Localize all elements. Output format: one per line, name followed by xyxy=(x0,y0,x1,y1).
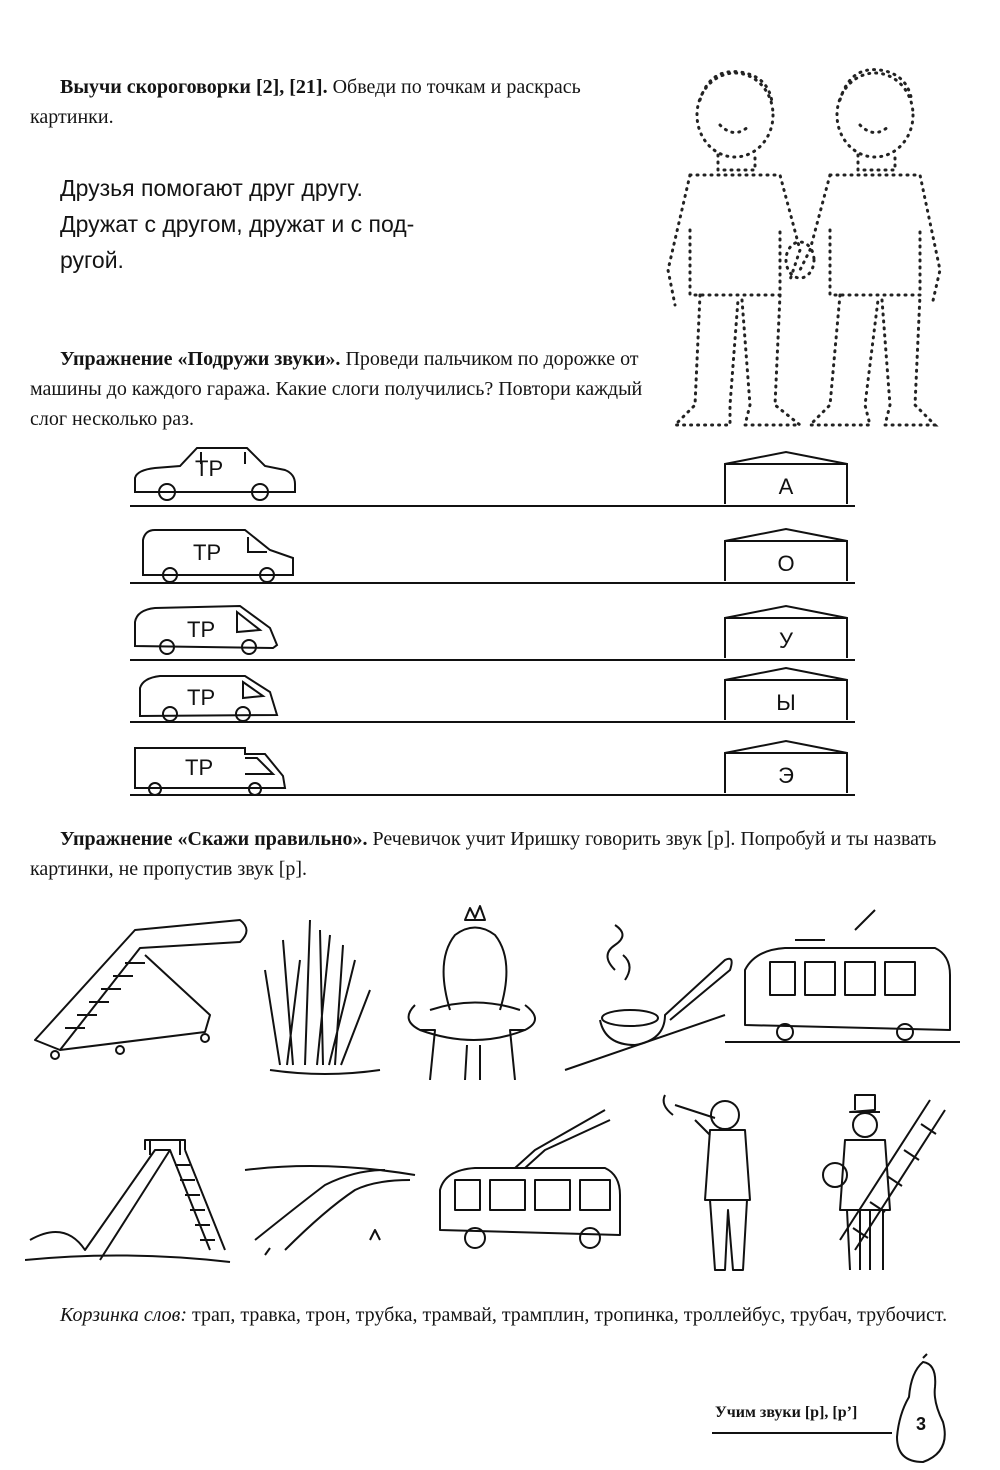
twister-line-1: Друзья помогают друг другу. xyxy=(60,175,363,201)
twister-instruction-bold: Выучи скороговорки [2], [21]. xyxy=(60,76,328,98)
twister-line-2: Дружат с другом, дружат и с под- xyxy=(60,211,415,237)
exercise1-text: Проведи пальчиком по дорожке от машины до каждого гаража. Какие слоги получились? Повтори каждый слог несколько раз. xyxy=(30,348,643,430)
garage-letter-4: Ы xyxy=(776,690,796,715)
vehicle-label-2: ТР xyxy=(193,540,222,565)
tram-picture xyxy=(725,910,960,1042)
exercise2-text: Речевичок учит Иришку говорить звук [р]. Попробуй и ты назвать картинки, не пропустив звук [р]. xyxy=(30,828,937,880)
airstair-picture xyxy=(35,920,247,1059)
pipe-picture xyxy=(565,925,732,1070)
vehicle-label-3: ТР xyxy=(187,617,216,642)
garage-letter-5: Э xyxy=(778,763,794,788)
trumpeter-picture xyxy=(664,1095,750,1270)
pictures-row-1 xyxy=(25,900,965,1080)
syllable-road-diagram xyxy=(125,440,865,810)
word-basket-label: Корзинка слов: xyxy=(60,1304,188,1326)
twister-line-3: ругой. xyxy=(60,247,124,273)
pear-icon xyxy=(885,1352,955,1467)
exercise1-instruction xyxy=(30,344,650,434)
exercise1-title: Упражнение «Подружи звуки». xyxy=(60,348,341,370)
word-basket xyxy=(30,1300,970,1330)
garage-letter-1: А xyxy=(778,474,794,499)
dotted-friends-illustration xyxy=(650,60,960,440)
exercise2-title: Упражнение «Скажи правильно». xyxy=(60,828,368,850)
page-number: 3 xyxy=(915,1414,927,1434)
garage-letter-3: У xyxy=(779,628,793,653)
slide-picture xyxy=(25,1140,230,1262)
twister-instruction xyxy=(30,72,650,132)
vehicle-label-4: ТР xyxy=(187,685,216,710)
throne-picture xyxy=(409,906,535,1080)
footer-rule xyxy=(712,1432,892,1434)
pictures-row-2 xyxy=(25,1090,965,1290)
chimney-sweep-picture xyxy=(823,1095,945,1270)
garage-letter-2: О xyxy=(777,551,795,576)
word-basket-words: трап, травка, трон, трубка, трамвай, трамплин, тропинка, троллейбус, трубач, трубочист. xyxy=(187,1304,948,1326)
vehicle-label-5: ТР xyxy=(185,755,214,780)
twister-instruction-text: Обведи по точкам и раскрась картинки. xyxy=(30,76,581,128)
grass-picture xyxy=(265,920,380,1074)
footer-section-title: Учим звуки [р], [р’] xyxy=(715,1404,858,1421)
path-picture xyxy=(245,1166,415,1255)
exercise2-instruction xyxy=(30,824,970,884)
trolleybus-picture xyxy=(440,1110,620,1248)
vehicle-label-1: ТР xyxy=(195,456,224,481)
